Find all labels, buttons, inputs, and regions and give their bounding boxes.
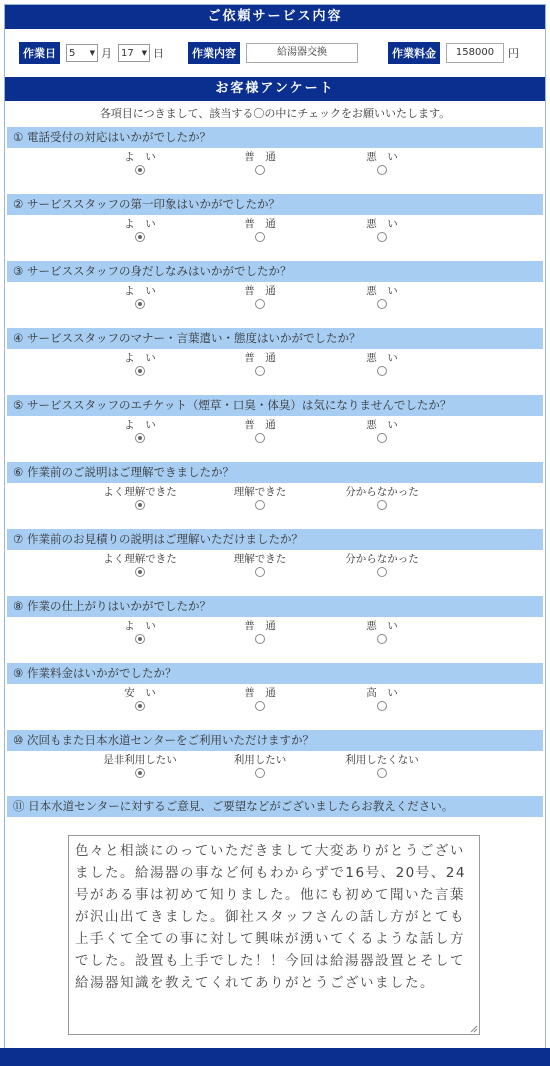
radio-option[interactable]	[85, 686, 195, 714]
option-label: よ い	[124, 285, 156, 297]
question-block	[5, 194, 545, 261]
option-label: 悪 い	[366, 352, 398, 364]
radio-button[interactable]	[377, 768, 387, 778]
radio-button[interactable]	[377, 232, 387, 242]
survey-intro: 各項目につきまして、該当する〇の中にチェックをお願いいたします。	[99, 107, 451, 120]
radio-option[interactable]	[85, 552, 195, 580]
question-label: ⑨ 作業料金はいかがでしたか？	[7, 663, 543, 684]
option-group	[5, 552, 545, 592]
radio-option[interactable]	[205, 619, 315, 647]
option-label: 普 通	[244, 620, 276, 632]
month-value: 5	[69, 47, 76, 59]
option-label: 安 い	[124, 687, 156, 699]
comment-textarea[interactable]	[68, 835, 480, 1035]
question-block	[5, 261, 545, 328]
option-label: よ い	[124, 620, 156, 632]
option-label: 悪 い	[366, 285, 398, 297]
radio-button[interactable]	[377, 165, 387, 175]
radio-button[interactable]	[135, 768, 145, 778]
option-label: よ い	[124, 218, 156, 230]
radio-option[interactable]	[85, 284, 195, 312]
option-label: 高 い	[366, 687, 398, 699]
radio-option[interactable]	[327, 686, 437, 714]
service-header: ご依頼サービス内容	[5, 5, 545, 29]
work-field[interactable]: 給湯器交換	[246, 43, 358, 63]
option-label: 普 通	[244, 218, 276, 230]
option-group	[5, 619, 545, 659]
option-group	[5, 284, 545, 324]
option-label: 利用したくない	[345, 754, 419, 766]
radio-button[interactable]	[135, 366, 145, 376]
option-label: 是非利用したい	[103, 754, 177, 766]
radio-option[interactable]	[205, 552, 315, 580]
question-block	[5, 127, 545, 194]
radio-option[interactable]	[205, 351, 315, 379]
radio-option[interactable]	[327, 619, 437, 647]
fee-unit: 円	[508, 47, 519, 60]
option-label: 普 通	[244, 419, 276, 431]
date-label: 作業日	[19, 42, 60, 64]
radio-button[interactable]	[135, 500, 145, 510]
radio-button[interactable]	[255, 366, 265, 376]
radio-option[interactable]	[85, 150, 195, 178]
question-block	[5, 529, 545, 596]
option-group	[5, 686, 545, 726]
radio-option[interactable]	[205, 284, 315, 312]
option-label: 理解できた	[233, 486, 287, 498]
radio-option[interactable]	[205, 686, 315, 714]
option-label: 悪 い	[366, 620, 398, 632]
question-block	[5, 663, 545, 730]
option-group	[5, 217, 545, 257]
radio-button[interactable]	[135, 634, 145, 644]
radio-button[interactable]	[377, 634, 387, 644]
radio-button[interactable]	[377, 433, 387, 443]
question-label: ① 電話受付の対応はいかがでしたか？	[7, 127, 543, 148]
option-label: よ い	[124, 151, 156, 163]
comment-text: 色々と相談にのっていただきまして大変ありがとうございました。給湯器の事など何もわからずで16号、20号、24号がある事は初めて知りました。他にも初めて聞いた言葉が沢山出てきました。御社スタッフさんの話し方がとても上手くて全ての事に対して興味が湧いてくるような話し方でした。設置も上手でした！！今回は給湯器設置とそして給湯器知識を教えてくれてありがとうございました。	[75, 843, 466, 991]
radio-button[interactable]	[135, 701, 145, 711]
radio-button[interactable]	[377, 366, 387, 376]
radio-option[interactable]	[205, 418, 315, 446]
radio-button[interactable]	[135, 299, 145, 309]
option-label: 理解できた	[233, 553, 287, 565]
radio-option[interactable]	[205, 150, 315, 178]
radio-option[interactable]	[85, 485, 195, 513]
option-label: よく理解できた	[103, 486, 177, 498]
radio-button[interactable]	[377, 500, 387, 510]
question-11-label: ⑪ 日本水道センターに対するご意見、ご要望などがございましたらお教えください。	[7, 796, 543, 817]
radio-button[interactable]	[135, 567, 145, 577]
option-label: よ い	[124, 419, 156, 431]
radio-option[interactable]	[85, 351, 195, 379]
radio-button[interactable]	[255, 634, 265, 644]
radio-option[interactable]	[327, 150, 437, 178]
day-select[interactable]	[118, 44, 150, 62]
radio-button[interactable]	[255, 567, 265, 577]
question-block	[5, 730, 545, 797]
option-group	[5, 351, 545, 391]
question-block	[5, 596, 545, 663]
option-label: 悪 い	[366, 151, 398, 163]
service-row	[5, 29, 545, 77]
radio-button[interactable]	[135, 433, 145, 443]
option-group	[5, 418, 545, 458]
question-label: ⑧ 作業の仕上がりはいかがでしたか？	[7, 596, 543, 617]
question-label: ③ サービススタッフの身だしなみはいかがでしたか？	[7, 261, 543, 282]
chevron-down-icon: ▼	[141, 49, 147, 57]
question-label: ④ サービススタッフのマナー・言葉遣い・態度はいかがでしたか？	[7, 328, 543, 349]
option-group	[5, 485, 545, 525]
resize-handle-icon[interactable]	[470, 1025, 478, 1033]
question-label: ⑩ 次回もまた日本水道センターをご利用いただけますか？	[7, 730, 543, 751]
radio-option[interactable]	[205, 485, 315, 513]
radio-button[interactable]	[135, 232, 145, 242]
radio-option[interactable]	[205, 217, 315, 245]
option-label: 悪 い	[366, 419, 398, 431]
radio-option[interactable]	[327, 552, 437, 580]
radio-option[interactable]	[327, 284, 437, 312]
radio-option[interactable]	[85, 217, 195, 245]
question-block	[5, 328, 545, 395]
question-block	[5, 395, 545, 462]
radio-option[interactable]	[327, 485, 437, 513]
option-label: 普 通	[244, 687, 276, 699]
option-label: よ い	[124, 352, 156, 364]
footer-bar	[0, 1048, 550, 1066]
radio-button[interactable]	[255, 232, 265, 242]
chevron-down-icon: ▼	[89, 49, 95, 57]
option-label: 利用したい	[233, 754, 287, 766]
radio-option[interactable]	[327, 217, 437, 245]
question-block	[5, 462, 545, 529]
fee-label: 作業料金	[388, 42, 440, 64]
radio-option[interactable]	[85, 619, 195, 647]
radio-button[interactable]	[377, 567, 387, 577]
option-group	[5, 753, 545, 793]
radio-option[interactable]	[85, 753, 195, 781]
survey-header: お客様アンケート	[5, 77, 545, 101]
question-label: ⑥ 作業前のご説明はご理解できましたか？	[7, 462, 543, 483]
work-label: 作業内容	[188, 42, 240, 64]
option-label: 普 通	[244, 151, 276, 163]
radio-button[interactable]	[135, 165, 145, 175]
month-unit: 月	[101, 47, 112, 60]
option-label: 普 通	[244, 352, 276, 364]
question-label: ② サービススタッフの第一印象はいかがでしたか？	[7, 194, 543, 215]
radio-button[interactable]	[377, 299, 387, 309]
question-label: ⑦ 作業前のお見積りの説明はご理解いただけましたか？	[7, 529, 543, 550]
radio-button[interactable]	[255, 500, 265, 510]
radio-option[interactable]	[327, 351, 437, 379]
question-label: ⑤ サービススタッフのエチケット（煙草・口臭・体臭）は気になりませんでしたか？	[7, 395, 543, 416]
question-list	[5, 127, 545, 797]
radio-option[interactable]	[205, 753, 315, 781]
option-label: 分からなかった	[345, 486, 419, 498]
option-label: 分からなかった	[345, 553, 419, 565]
fee-field[interactable]: 158000	[446, 43, 504, 63]
day-unit: 日	[153, 47, 164, 60]
radio-option[interactable]	[327, 753, 437, 781]
radio-option[interactable]	[327, 418, 437, 446]
radio-button[interactable]	[255, 433, 265, 443]
month-select[interactable]	[66, 44, 98, 62]
option-group	[5, 150, 545, 190]
radio-button[interactable]	[255, 768, 265, 778]
radio-button[interactable]	[255, 165, 265, 175]
radio-option[interactable]	[85, 418, 195, 446]
radio-button[interactable]	[377, 701, 387, 711]
option-label: 悪 い	[366, 218, 398, 230]
radio-button[interactable]	[255, 299, 265, 309]
radio-button[interactable]	[255, 701, 265, 711]
option-label: 普 通	[244, 285, 276, 297]
day-value: 17	[121, 47, 134, 59]
option-label: よく理解できた	[103, 553, 177, 565]
